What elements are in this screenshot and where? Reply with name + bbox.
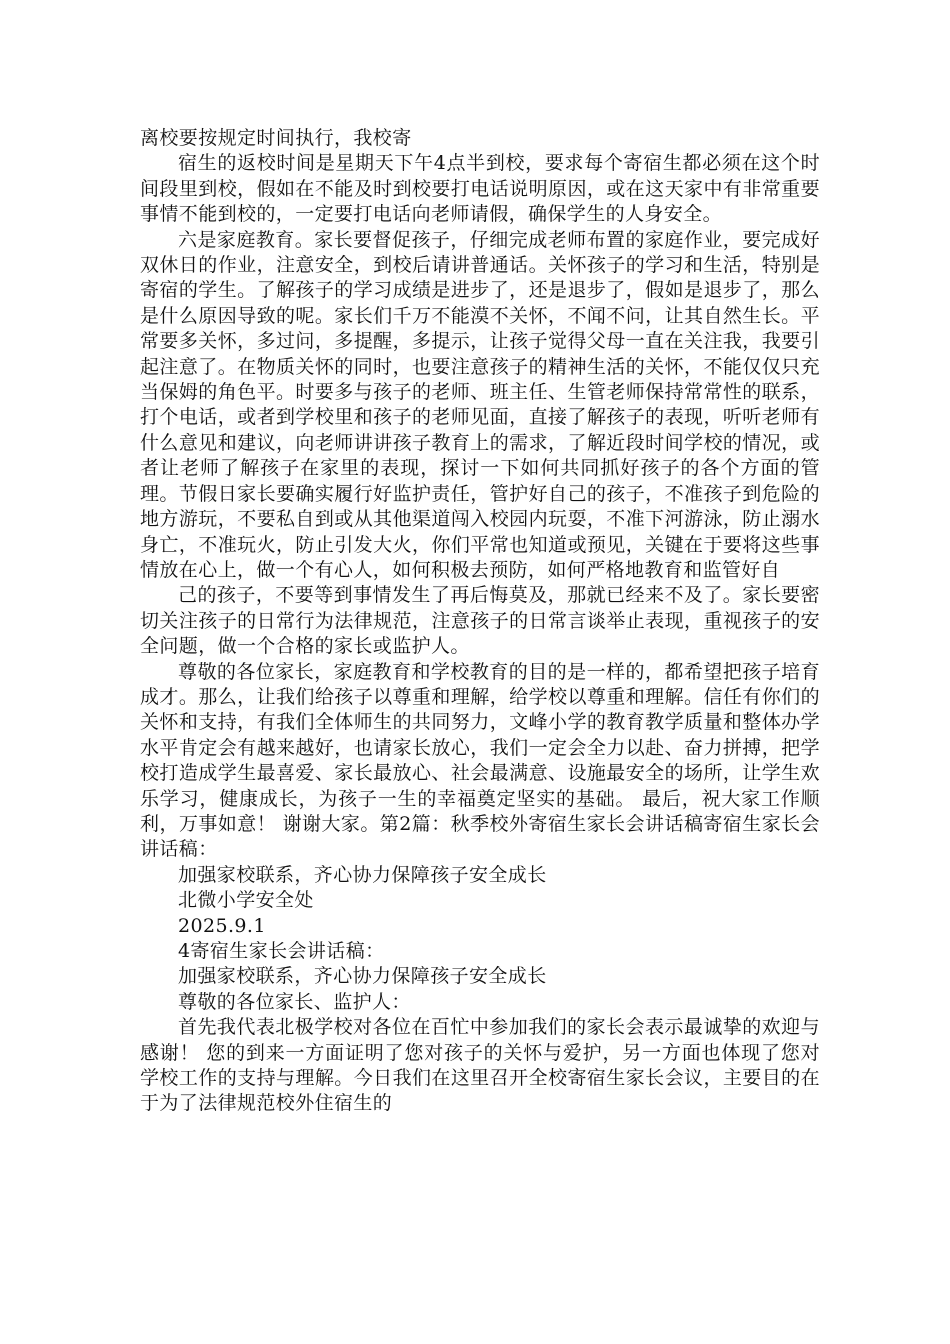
speech-salutation: 尊敬的各位家长、监护人： [178, 990, 411, 1013]
paragraph-continued: 离校要按规定时间执行，我校寄 [140, 127, 412, 149]
speech-department: 北微小学安全处 [178, 889, 314, 912]
document-body [140, 126, 820, 1117]
paragraph-own-children: 己的孩子，不要等到事情发生了再后悔莫及，那就已经来不及了。家长要密切关注孩子的日常行为法律规范，注意孩子的日常言谈举止表现，重视孩子的安全问题，做一个合格的家长或监护人。 [140, 584, 820, 658]
paragraph-return-time: 宿生的返校时间是星期天下午4点半到校，要求每个寄宿生都必须在这个时间段里到校，假如在不能及时到校要打电话说明原因，或在这天家中有非常重要事情不能到校的，一定要打电话向老师请假，确保学生的人身安全。 [140, 152, 820, 226]
speech-heading: 4寄宿生家长会讲话稿： [178, 940, 385, 962]
speech-date: 2025.9.1 [178, 914, 266, 937]
paragraph-respected-parents: 尊敬的各位家长，家庭教育和学校教育的目的是一样的，都希望把孩子培育成才。那么，让我们给孩子以尊重和理解，给学校以尊重和理解。信任有你们的关怀和支持，有我们全体师生的共同努力，文峰小学的教育教学质量和整体办学水平肯定会有越来越好，也请家长放心，我们一定会全力以赴、奋力拼搏，把学校打造成学生最喜爱、家长最放心、社会最满意、设施最安全的场所，让学生欢乐学习，健康成长，为孩子一生的幸福奠定坚实的基础。 最后，祝大家工作顺利，万事如意！ 谢谢大家。第2篇：秋季校外寄宿生家长会讲话稿寄宿生家长会讲话稿： [140, 660, 820, 861]
speech-subtitle: 加强家校联系，齐心协力保障孩子安全成长 [178, 965, 547, 988]
paragraph-family-education: 六是家庭教育。家长要督促孩子，仔细完成老师布置的家庭作业，要完成好双休日的作业，注意安全，到校后请讲普通话。关怀孩子的学习和生活，特别是寄宿的学生。了解孩子的学习成绩是进步了，还是退步了，假如是退步了，那么是什么原因导致的呢。家长们千万不能漠不关怀，不闻不问，让其自然生长。平常要多关怀，多过问，多提醒，多提示，让孩子觉得父母一直在关注我，我要引起注意了。在物质关怀的同时，也要注意孩子的精神生活的关怀，不能仅仅只充当保姆的角色平。时要多与孩子的老师、班主任、生管老师保持常常性的联系，打个电话，或者到学校里和孩子的老师见面，直接了解孩子的表现，听听老师有什么意见和建议，向老师讲讲孩子教育上的需求，了解近段时间学校的情况，或者让老师了解孩子在家里的表现，探讨一下如何共同抓好孩子的各个方面的管理。节假日家长要确实履行好监护责任，管护好自己的孩子，不准孩子到危险的地方游玩，不要私自到或从其他渠道闯入校园内玩耍，不准下河游泳，防止溺水身亡，不准玩火，防止引发大火，你们平常也知道或预见，关键在于要将这些事情放在心上，做一个有心人，如何积极去预防，如何严格地教育和监管好自 [140, 228, 820, 581]
speech-title: 加强家校联系，齐心协力保障孩子安全成长 [178, 863, 547, 886]
paragraph-welcome: 首先我代表北极学校对各位在百忙中参加我们的家长会表示最诚挚的欢迎与感谢！ 您的到来一方面证明了您对孩子的关怀与爱护，另一方面也体现了您对学校工作的支持与理解。今日我们在这里召开全校寄宿生家长会议，主要目的在于为了法律规范校外住宿生的 [140, 1016, 820, 1115]
